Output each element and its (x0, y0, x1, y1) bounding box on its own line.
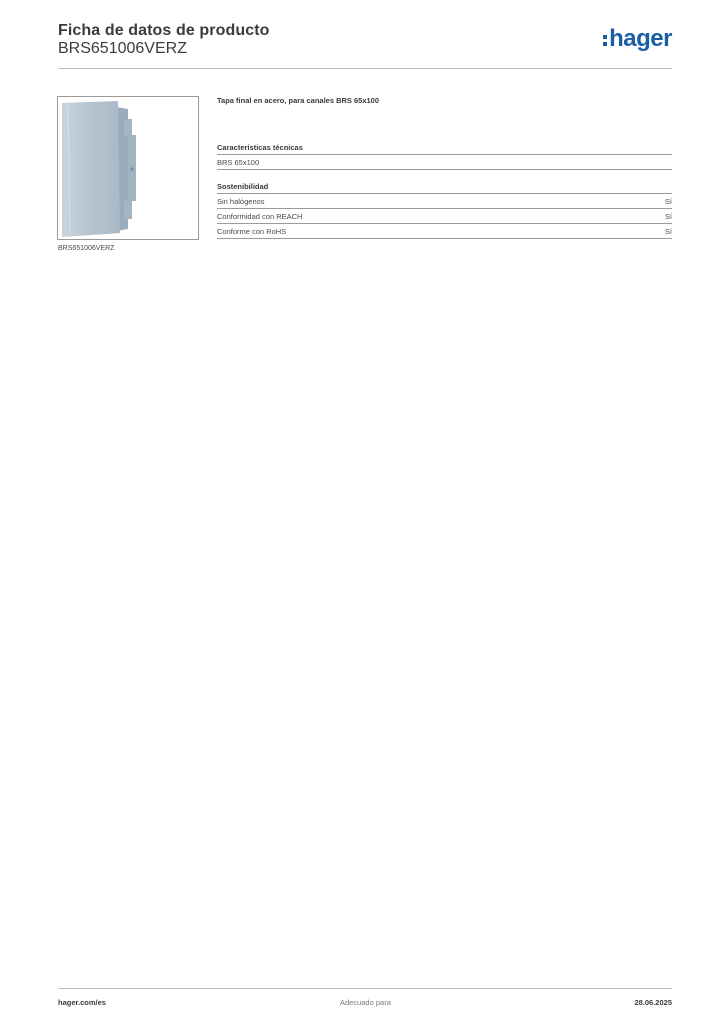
row-value: Sí (664, 212, 672, 221)
row-value: Sí (664, 227, 672, 236)
page-title: Ficha de datos de producto (58, 22, 270, 39)
table-row (217, 194, 672, 209)
table-row (217, 224, 672, 239)
row-label: Conformidad con REACH (217, 212, 303, 221)
footer-divider (58, 988, 672, 989)
hager-logo (603, 27, 672, 51)
table-row (217, 209, 672, 224)
product-details (217, 96, 672, 239)
logo-colon-icon (603, 35, 607, 46)
product-description: Tapa final en acero, para canales BRS 65x100 (217, 96, 380, 105)
header-divider (58, 68, 672, 69)
product-reference: BRS651006VERZ (58, 40, 187, 57)
technical-section (217, 143, 672, 170)
footer-date: 28.06.2025 (634, 998, 672, 1007)
image-caption: BRS651006VERZ (58, 245, 115, 252)
product-image-frame (57, 96, 199, 240)
footer-center-text: Adecuado para (340, 998, 391, 1007)
table-row (217, 155, 672, 170)
sustainability-section (217, 182, 672, 239)
row-value: Sí (664, 197, 672, 206)
row-label: Conforme con RoHS (217, 227, 287, 236)
technical-heading: Características técnicas (217, 143, 672, 155)
row-label: BRS 65x100 (217, 158, 260, 167)
sustainability-heading: Sostenibilidad (217, 182, 672, 194)
footer-website-link[interactable]: hager.com/es (58, 998, 106, 1007)
logo-text: hager (609, 25, 672, 52)
end-cap-product-image (58, 97, 198, 239)
row-label: Sin halógenos (217, 197, 265, 206)
